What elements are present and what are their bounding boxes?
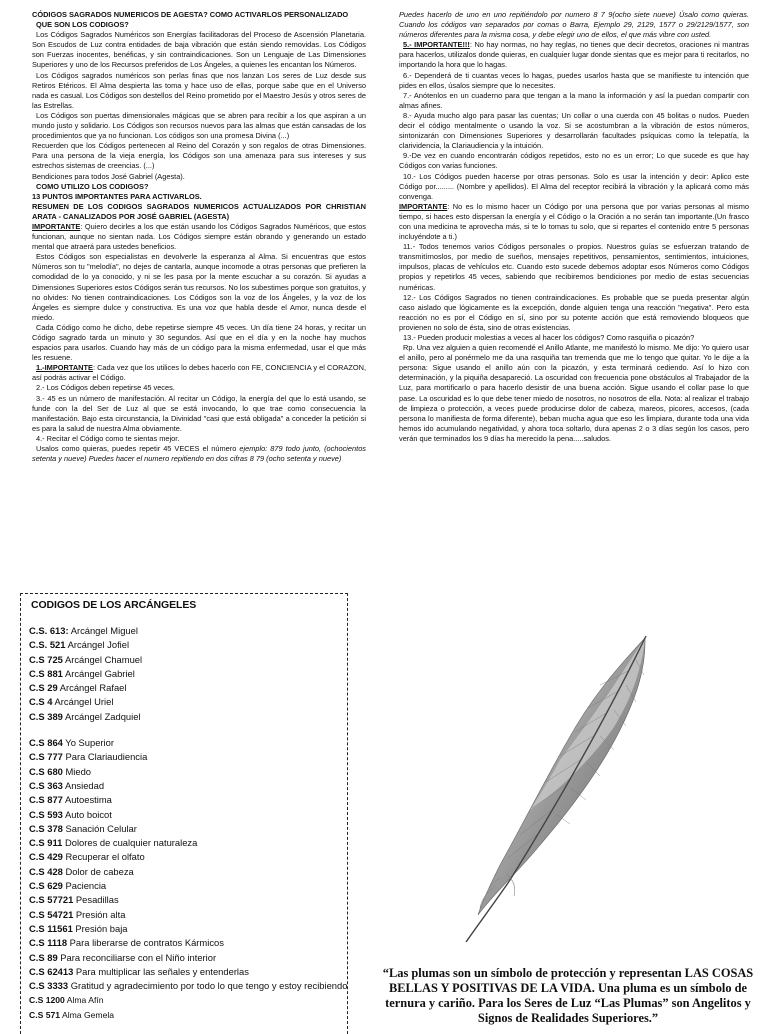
code-row (29, 793, 345, 807)
code-row (29, 979, 348, 993)
code-row (29, 779, 345, 793)
code-row (29, 936, 345, 950)
paragraph (32, 363, 366, 383)
code-label: Miedo (62, 765, 92, 777)
code-number: C.S 593 (29, 808, 63, 820)
code-number: C.S 1200 (29, 995, 65, 1006)
important-label: 5.- IMPORTANTE!!! (403, 40, 470, 50)
code-number: C.S 378 (29, 822, 63, 834)
feather-quote: “Las plumas son un símbolo de protección y representan LAS COSAS BELLAS Y POSITIVAS DE LA VIDA. Una pluma es un símbolo de ternura y cariño. Para los Seres de Luz “Las Plumas” son Angelitos y Signos de Realidades Superiores.” (382, 966, 754, 1025)
code-label: Arcángel Jofiel (65, 639, 130, 651)
code-label: Alma Afín (64, 995, 104, 1006)
code-number: C.S 389 (29, 710, 63, 722)
paragraph: 2.- Los Códigos deben repetirse 45 veces. (36, 383, 175, 393)
code-label: Presión alta (73, 908, 126, 920)
code-number: C.S 29 (29, 682, 58, 694)
paragraph: Recuerden que los Códigos pertenecen al Reino del Corazón y son regalos de otras Dimensiones. Para una persona de la vieja energía, los Códigos son una amenaza para sus intereses y sus estrechos sistemas de creencias. (...) (32, 141, 366, 171)
code-label: Dolor de cabeza (62, 865, 134, 877)
important-label: IMPORTANTE (32, 221, 81, 231)
section-heading: RESUMEN DE LOS CODIGOS SAGRADOS NUMERICOS ACTUALIZADOS POR CHRISTIAN ARATA - CANALIZADOS POR JOSÉ GABRIEL (AGESTA) (32, 201, 366, 221)
paragraph: Estos Códigos son especialistas en devolverle la esperanza al Alma. Si encuentras que estos Números son tu "melodía", no dejes de cantarla, aunque incomode a otras personas que prefieren la comodidad de lo ya conocido, y ni se les pasa por la mente escuchar a su corazón. Si ayudas a Dimensiones Superiores estos Códigos serán tus recursos. No los subestimes porque son gratuitos, y no olvides: No tienen contraindicaciones. Los Códigos son la voz de los Ángeles, y la voz de los Ángeles es siempre dulce y constructiva. Es una voz que habla desde el Amor, nunca desde el miedo. (32, 252, 366, 322)
code-number: C.S 629 (29, 880, 63, 892)
code-label: Sanación Celular (62, 822, 137, 834)
code-label: Paciencia (62, 880, 107, 892)
paragraph: 9.-De vez en cuando encontrarán códigos repetidos, esto no es un error; Lo que sucede es que hay Códigos con varias funciones. (399, 151, 749, 171)
paragraph-text: : Quiero decirles a los que están usando los Códigos Sagrados Numéricos, que estos funcionan, aunque no sientan nada. Los Códigos siempre están obrando y generando un estado mental que atraerá para ustedes beneficios. (32, 221, 366, 252)
paragraph: Puedes hacerlo de uno en uno repitiéndolo por numero 8 7 9(ocho siete nueve) Úsalo como quieras. Cuando los códigos van separados por comas o Barra, Ejemplo 29, 2129, 1577 o 29/2129/1577, son números diferentes para la misma cosa, y debe elegir uno de ellos, el que más vibre con usted. (399, 10, 749, 40)
code-number: C.S 363 (29, 779, 63, 791)
code-number: C.S 3333 (29, 980, 69, 992)
code-number: C.S 54721 (29, 908, 74, 920)
code-number: C.S 1118 (29, 937, 68, 949)
arcangeles-code-box (20, 593, 348, 1034)
code-number: C.S 877 (29, 794, 63, 806)
paragraph: Los Códigos Sagrados Numéricos son Energías facilitadoras del Proceso de Ascensión Planetaria. Son Escudos de Luz contra entidades de baja vibración que están siendo removidas. Los Códigos son Fuerzas inocentes, benéficas, y sin contraindicaciones. Son un Lenguaje de Las Dimensiones Superiores y uno de los Recursos preferidos de Los Ángeles, a quienes les encantan los Números. (32, 30, 366, 70)
code-number: C.S 428 (29, 865, 63, 877)
code-row (29, 653, 345, 667)
paragraph: 6.- Dependerá de ti cuantas veces lo hagas, puedes usarlos hasta que se manifieste tu intención que pides en ellos, úsalos siempre que lo necesites. (399, 70, 749, 90)
code-row (29, 908, 345, 922)
code-label: Yo Superior (62, 737, 114, 749)
code-row (29, 667, 345, 681)
code-number: C.S 571 (29, 1009, 61, 1020)
paragraph: 8.- Ayuda mucho algo para pasar las cuentas; Un collar o una cuerda con 45 bolitas o nudos. Pueden decir el código mentalmente o usando la voz. Si se acostumbran a la vibración de estos números, sintonizarán con Dimensiones Superiores y desarrollarán facultades psíquicas como la telepatía, la clarividencia, la Clariaudiencia y la intuición. (399, 110, 749, 151)
paragraph: 11.- Todos tenemos varios Códigos personales o propios. Nuestros guías se esfuerzan tratando de transmitírnoslos, por medio de sueños, mensajes repetitivos, pensamientos, sentimientos, intuiciones, impulsos, placas de vehículos etc. Cuando esto sucede debemos adoptar esos Números como Códigos propios y repetirlos 45 veces, sabiendo que recibiremos bendiciones por medio de estas secuencias numéricas. (399, 242, 749, 292)
code-label: Arcángel Gabriel (62, 667, 135, 679)
paragraph: Los Códigos sagrados numéricos son perlas finas que nos lanzan Los seres de Luz desde sus Retiros Etéricos. El Alma despierta las toma y hace uso de ellas, porque sabe que en el Universo nada es casual. Los Códigos son destellos del Reino prometido por el Maestro Jesús y otros seres de las Estrellas. (32, 70, 366, 110)
code-row (29, 736, 345, 750)
paragraph: 10.- Los Códigos pueden hacerse por otras personas. Solo es usar la intención y decir: Aplico este Código por......... (Nombre y apellidos). El Alma del receptor recibirá la vibración y la aplicará como más convenga. (399, 171, 749, 201)
paragraph-text: : No hay normas, no hay reglas, no tienes que decir decretos, oraciones ni mantras para hacerlos, utilizalos donde quieras, en cualquier lugar donde sientas que es mejor para ti recitarlos, no importando la hora que lo hagas. (399, 40, 749, 70)
code-label: Pesadillas (73, 894, 119, 906)
paragraph (399, 202, 749, 242)
code-number: C.S 429 (29, 851, 63, 863)
main-title: CÓDIGOS SAGRADOS NUMERICOS DE AGESTA? COMO ACTIVARLOS PERSONALIZADO (32, 10, 349, 19)
paragraph (32, 444, 366, 464)
paragraph: Rp. Una vez alguien a quien recomendé el Anillo Atlante, me manifestó lo mismo. Me dijo: Yo quiero usar el anillo, pero al ponérmelo me da una rasquiña tan tremenda que me lo tengo que quitar. Yo le dije a la persona: Sigue usando el anillo aún con la picazón, y esta terminará cediendo. Así lo hizo con determinación, y la piquiña desapareció. La oscuridad con frecuencia pone obstáculos al Trabajador de la Luz, para mortificarlo o para hacerlo desistir de una buena acción. Sigue usando el collar pase lo que pase. La oscuridad es lo que debe tener miedo de nosotros, no nosotros de ella. Nota: al realizar el trabajo de limpieza o protección, a veces puede producirse dolor de cabeza, mareos, picores, accesos, (cada persona lo manifiesta de forma diferente), beban mucha agua que eso les limpiara, durante toda una vida hemos ido acumulando negatividad, y ahora toca soltarlo, dura apenas 2 o 3 días según los casos, pero verán que terminados los 9 días ha merecido la pena.....saludos. (399, 343, 749, 443)
paragraph-text: : Cada vez que los utilices lo debes hacerlo con FE, CONCIENCIA y el CORAZON, así podrás activar el Código. (32, 363, 366, 383)
code-label: Ansiedad (62, 779, 105, 791)
signature-line: Bendiciones para todos José Gabriel (Agesta). (32, 171, 185, 181)
code-label: Arcángel Miguel (68, 625, 138, 636)
code-label: Gratitud y agradecimiento por todo lo que tengo y estoy recibiendo (68, 980, 348, 992)
code-row (29, 822, 345, 836)
code-label: Arcángel Rafael (57, 682, 127, 694)
code-label: Presión baja (72, 922, 128, 934)
code-label: Recuperar el olfato (62, 851, 145, 863)
right-text-column (399, 10, 749, 444)
code-label: Para multiplicar las señales y entenderlas (73, 965, 249, 977)
code-row (29, 879, 345, 893)
important-label: IMPORTANTE (399, 201, 448, 211)
code-label: Para Clariaudiencia (62, 751, 148, 763)
paragraph-text: Usalos como quieras, puedes repetir 45 VECES el número (36, 444, 240, 454)
code-label: Para liberarse de contratos Kármicos (67, 937, 224, 949)
code-label: Arcángel Zadquiel (62, 710, 141, 722)
section-heading: QUE SON LOS CODIGOS? (36, 20, 129, 30)
feather-illustration (440, 630, 670, 950)
code-row (29, 865, 345, 879)
paragraph: 3.- 45 es un número de manifestación. Al recitar un Código, la energía del que lo está usando, se funde con la del Ser de Luz al que se está invocando, lo que trae como consecuencia la manifestación. Bajo esta circunstancia, la Divinidad "casi que está obligada" a conceder la petición si es para la salud de nuestra Alma obviamente. (32, 393, 366, 433)
list-spacer (29, 724, 345, 736)
code-row (29, 624, 345, 638)
code-row (29, 750, 345, 764)
code-number: C.S 57721 (29, 894, 74, 906)
arcangeles-title: CODIGOS DE LOS ARCÁNGELES (31, 599, 197, 611)
paragraph: 12.- Los Códigos Sagrados no tienen contraindicaciones. Es probable que se pueda presentar algún caso aislado que lógicamente es la excepción, donde alguien tenga una reacción "negativa". Pero esta reacción no es por el Código en sí, sino por su potente acción que está removiendo bloqueos que provienen no solo de ésta, sino de otras existencias. (399, 292, 749, 332)
code-number: C.S 864 (29, 737, 63, 749)
code-row (29, 638, 345, 652)
code-label: Dolores de cualquier naturaleza (62, 837, 198, 849)
paragraph-text: : No es lo mismo hacer un Código por una persona que por varias personas al mismo tiempo, si haces esto dispersan la energía y el Código o la Oración a no serán tan importante.(Un frasco con una medicina te aprovecha más, si te lo tomas tu solo, que si repartes el contenido entre 5 personas incluyéndote a ti.) (399, 201, 749, 242)
code-row (29, 965, 345, 979)
code-row (29, 993, 345, 1007)
code-row (29, 710, 345, 724)
section-heading: 13 PUNTOS IMPORTANTES PARA ACTIVARLOS. (32, 191, 202, 201)
left-text-column (32, 10, 366, 464)
paragraph: 7.- Anótenlos en un cuaderno para que tengan a la mano la información y así la puedan compartir con almas afines. (399, 90, 749, 110)
code-row (29, 765, 345, 779)
code-number: C.S 4 (29, 696, 53, 708)
code-number: C.S 11561 (29, 922, 73, 934)
paragraph: Cada Código como he dicho, debe repetirse siempre 45 veces. Un día tiene 24 horas, y recitar un Código sagrado tarda un minuto y 30 segundos. Así que en el día y en la noche hay muchos espacios para usarlos. Cuando hay más de un código para la misma enfermedad, usar el que más les resuene. (32, 322, 366, 363)
code-number: C.S 89 (29, 951, 58, 963)
important-label: 1.-IMPORTANTE (36, 363, 93, 373)
code-row (29, 1008, 345, 1022)
code-number: C.S 62413 (29, 965, 74, 977)
code-row (29, 695, 345, 709)
code-number: C.S 911 (29, 837, 63, 849)
code-number: C.S 881 (29, 667, 63, 679)
code-row (29, 836, 345, 850)
code-row (29, 893, 345, 907)
code-number: C.S 680 (29, 765, 63, 777)
code-row (29, 681, 345, 695)
code-label: Alma Gemela (60, 1009, 115, 1020)
code-label: Para reconciliarse con el Niño interior (57, 951, 217, 963)
code-label: Auto boicot (62, 808, 112, 820)
code-number: C.S. 613: (29, 625, 69, 636)
code-row (29, 808, 345, 822)
code-row (29, 951, 345, 965)
code-list (29, 624, 348, 1022)
paragraph: 4.- Recitar el Código como te sientas mejor. (36, 433, 180, 443)
example-text: ejemplo: 879 todo junto, (ochocientos setenta y nueve) Puedes hacer el numero repitiendo en dos cifras 8 79 (ocho setenta y nueve) (32, 444, 366, 464)
paragraph: 13.- Pueden producir molestias a veces al hacer los códigos? Como rasquiña o picazón? (403, 333, 695, 342)
code-number: C.S. 521 (29, 639, 66, 651)
code-label: Arcángel Chamuel (62, 653, 143, 665)
code-row (29, 922, 345, 936)
code-number: C.S 725 (29, 653, 63, 665)
paragraph (32, 222, 366, 252)
code-label: Autoestima (62, 794, 112, 806)
code-number: C.S 777 (29, 751, 63, 763)
paragraph: Los Códigos son puertas dimensionales mágicas que se abren para recibir a los que aspiran a un mundo justo y solidario. Los Códigos son recursos nuevos para las almas que están cansadas de los procedimientos que ya no funcionan. Los códigos son una promesa Divina (...) (32, 110, 366, 141)
code-label: Arcángel Uriel (52, 696, 114, 708)
code-row (29, 850, 345, 864)
paragraph (399, 40, 749, 70)
section-heading: COMO UTILIZO LOS CODIGOS? (36, 181, 149, 191)
